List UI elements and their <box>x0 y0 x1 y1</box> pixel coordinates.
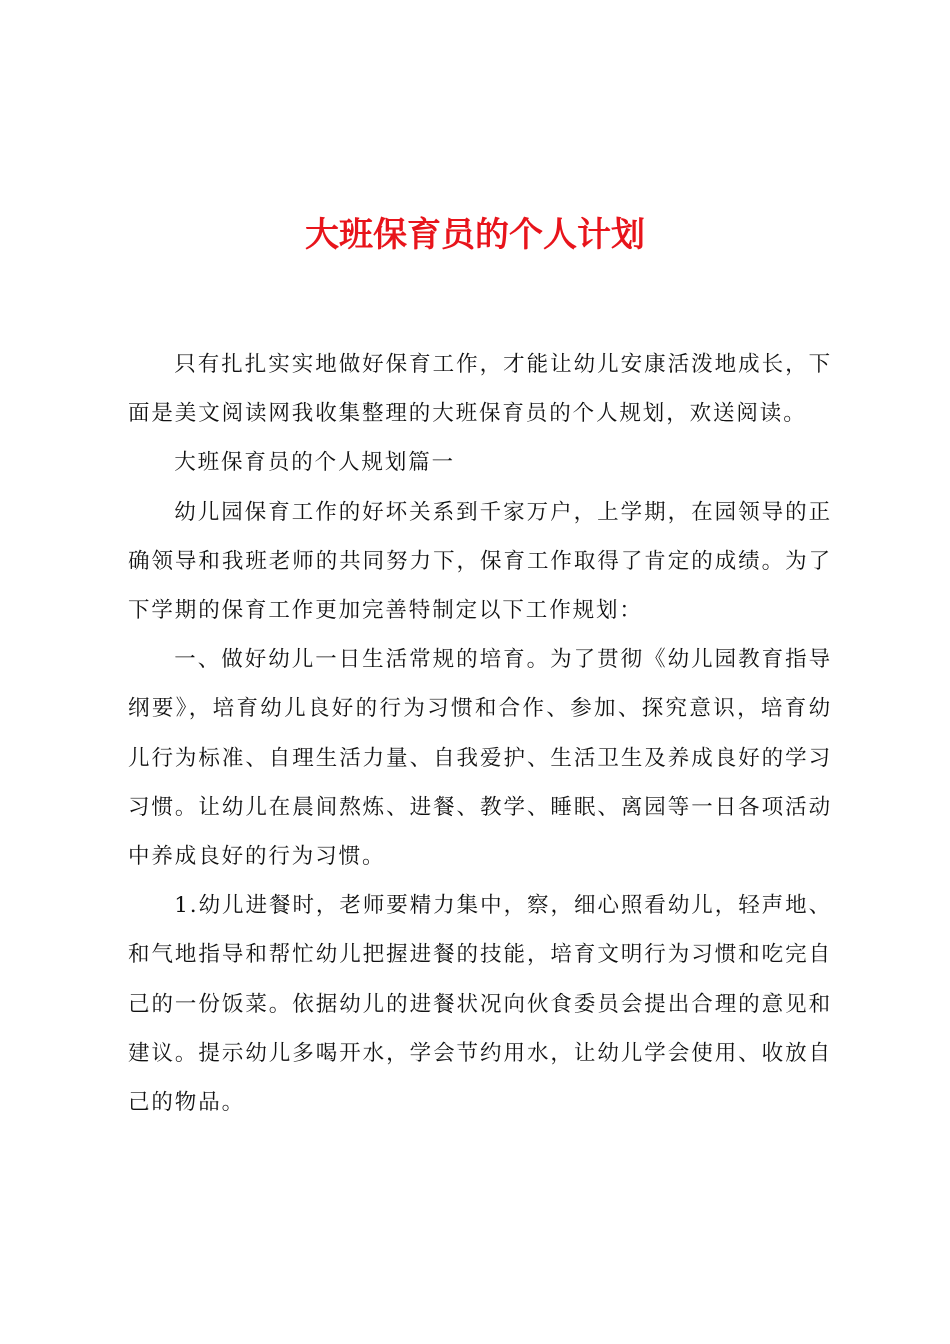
intro-paragraph: 只有扎扎实实地做好保育工作，才能让幼儿安康活泼地成长，下面是美文阅读网我收集整理的大班保育员的个人规划，欢送阅读。 <box>128 352 832 427</box>
section-heading: 大班保育员的个人规划篇一 <box>174 450 456 476</box>
body-paragraph: 幼儿园保育工作的好坏关系到千家万户，上学期，在园领导的正确领导和我班老师的共同努力下，保育工作取得了肯定的成绩。为了下学期的保育工作更加完善特制定以下工作规划： <box>128 499 832 624</box>
body-paragraph: 一、做好幼儿一日生活常规的培育。为了贯彻《幼儿园教育指导纲要》，培育幼儿良好的行为习惯和合作、参加、探究意识，培育幼儿行为标准、自理生活力量、自我爱护、生活卫生及养成良好的学习习惯。让幼儿在晨间熬炼、进餐、教学、睡眠、离园等一日各项活动中养成良好的行为习惯。 <box>128 647 832 870</box>
document-title: 大班保育员的个人计划 <box>305 215 645 255</box>
document-body <box>128 340 832 1127</box>
body-paragraph: 1.幼儿进餐时，老师要精力集中，察，细心照看幼儿，轻声地、和气地指导和帮忙幼儿把握进餐的技能，培育文明行为习惯和吃完自己的一份饭菜。依据幼儿的进餐状况向伙食委员会提出合理的意见和建议。提示幼儿多喝开水，学会节约用水，让幼儿学会使用、收放自己的物品。 <box>128 893 832 1116</box>
